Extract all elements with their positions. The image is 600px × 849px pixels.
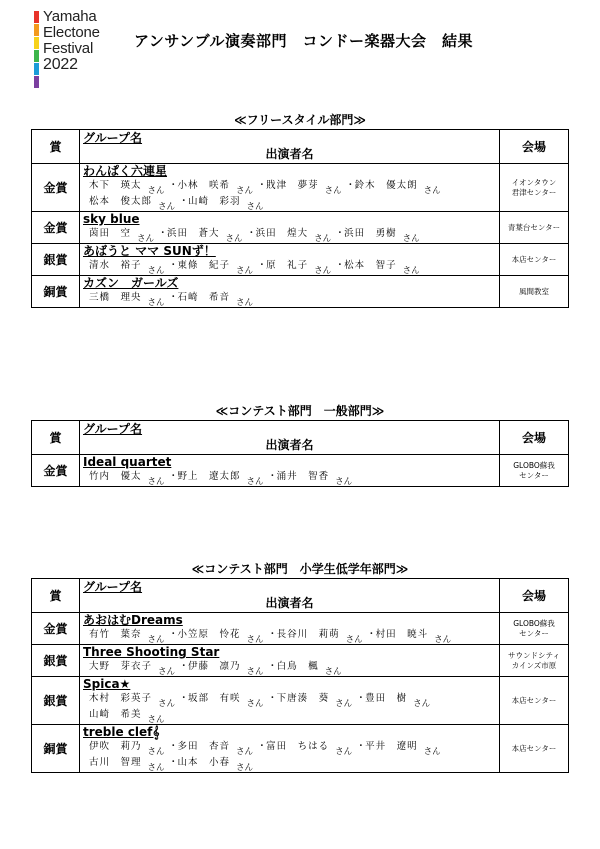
- performer-name: 伊吹 莉乃: [89, 741, 142, 752]
- performer: [276, 692, 357, 709]
- performer-line: [80, 259, 499, 275]
- performer-name: 山本 小春: [177, 757, 231, 768]
- header-group-performers: [80, 130, 500, 164]
- separator: ・: [257, 180, 267, 191]
- performer-name: 大野 芽衣子: [89, 661, 153, 672]
- separator: ・: [246, 228, 257, 239]
- award-cell: 銅賞: [32, 276, 80, 308]
- performer-line: [80, 692, 499, 708]
- section-title: ≪フリースタイル部門≫: [234, 113, 366, 127]
- header-performers: 出演者名: [265, 147, 314, 161]
- header-award: 賞: [32, 130, 80, 164]
- performer: [188, 660, 268, 677]
- separator: ・: [168, 292, 179, 303]
- performer: [276, 628, 367, 645]
- separator: ・: [267, 629, 278, 640]
- group-cell: [80, 455, 500, 487]
- performer: [177, 470, 268, 487]
- performer: [365, 692, 434, 709]
- performer-name: 松本 智子: [344, 260, 397, 271]
- header-performers: 出演者名: [265, 438, 314, 452]
- performer: [276, 470, 357, 487]
- performer-name: 有竹 葉奈: [89, 629, 142, 640]
- performer: [177, 628, 268, 645]
- performer-name: 浜田 蒼大: [167, 228, 220, 239]
- logo-line-1: Yamaha: [43, 8, 97, 25]
- performer: [344, 259, 424, 276]
- award-cell: 金賞: [32, 455, 80, 487]
- group-name: Ideal quartet: [83, 455, 172, 469]
- honorific-san: さん: [335, 477, 353, 487]
- award-cell: 銀賞: [32, 244, 80, 276]
- performer-name: 山崎 彩羽: [188, 196, 241, 207]
- table-row: [32, 677, 569, 725]
- separator: ・: [267, 471, 278, 482]
- honorific-san: さん: [246, 635, 264, 645]
- header-group: グループ名: [83, 580, 143, 594]
- separator: ・: [257, 741, 267, 752]
- separator: ・: [356, 741, 366, 752]
- performer: [276, 660, 346, 677]
- performer-name: 木村 彩英子: [89, 693, 153, 704]
- document-title: アンサンブル演奏部門 コンドー楽器大会 結果: [134, 32, 474, 50]
- group-name: わんぱく六連星: [83, 164, 168, 178]
- header-award: 賞: [32, 579, 80, 613]
- honorific-san: さん: [423, 186, 441, 196]
- honorific-san: さん: [402, 234, 420, 244]
- honorific-san: さん: [147, 266, 165, 276]
- group-name: Three Shooting Star: [83, 645, 220, 659]
- honorific-san: さん: [225, 234, 243, 244]
- results-table: [31, 578, 569, 773]
- performer-name: 東條 紀子: [177, 260, 231, 271]
- table-row: [32, 725, 569, 773]
- group-name: sky blue: [83, 212, 140, 226]
- separator: ・: [168, 757, 179, 768]
- group-cell: [80, 212, 500, 244]
- performer: [89, 470, 169, 487]
- award-cell: 金賞: [32, 164, 80, 212]
- performer-name: 村田 暁斗: [375, 629, 429, 640]
- performer-name: 豊田 樹: [365, 693, 408, 704]
- performer-line: [80, 195, 499, 211]
- performer-name: 山崎 希美: [89, 709, 142, 720]
- honorific-san: さん: [335, 747, 353, 757]
- separator: ・: [179, 693, 189, 704]
- honorific-san: さん: [335, 699, 353, 709]
- separator: ・: [158, 228, 168, 239]
- separator: ・: [257, 260, 267, 271]
- honorific-san: さん: [147, 186, 165, 196]
- performer: [188, 195, 268, 212]
- table-row: [32, 613, 569, 645]
- venue-cell: 本店センター: [500, 244, 569, 276]
- separator: ・: [335, 260, 345, 271]
- section-title: ≪コンテスト部門 一般部門≫: [215, 404, 385, 418]
- performer: [266, 179, 346, 196]
- performer-name: 下唐湊 葵: [276, 693, 330, 704]
- performer-line: [80, 740, 499, 756]
- performer-name: 古川 智理: [89, 757, 142, 768]
- performer: [167, 227, 247, 244]
- award-cell: 金賞: [32, 613, 80, 645]
- performer-line: [80, 628, 499, 644]
- header-group: グループ名: [83, 422, 143, 436]
- performer-name: 小笠原 怜花: [177, 629, 241, 640]
- section-title: ≪コンテスト部門 小学生低学年部門≫: [191, 562, 409, 576]
- performer: [354, 179, 445, 196]
- honorific-san: さん: [236, 186, 254, 196]
- performer: [89, 179, 169, 196]
- performer-name: 三橋 理央: [89, 292, 142, 303]
- performer-name: 長谷川 莉萌: [276, 629, 340, 640]
- logo-color-bars: [34, 11, 39, 89]
- performer-line: [80, 708, 499, 724]
- honorific-san: さん: [434, 635, 452, 645]
- group-name: あばうと ママ SUNず！: [83, 244, 216, 258]
- performer: [365, 740, 445, 757]
- separator: ・: [267, 661, 278, 672]
- performer-name: 平井 遼明: [365, 741, 418, 752]
- separator: ・: [335, 228, 345, 239]
- performer: [375, 628, 456, 645]
- performer-name: 坂部 有咲: [188, 693, 241, 704]
- logo-line-4: 2022: [43, 56, 78, 73]
- performer: [188, 692, 268, 709]
- performer: [89, 259, 169, 276]
- separator: ・: [366, 629, 377, 640]
- performer-line: [80, 660, 499, 676]
- performer-name: 多田 杏音: [177, 741, 231, 752]
- group-cell: [80, 164, 500, 212]
- honorific-san: さん: [147, 298, 165, 308]
- group-cell: [80, 244, 500, 276]
- logo-line-3: Festival: [43, 40, 94, 57]
- performer: [344, 227, 424, 244]
- group-cell: [80, 645, 500, 677]
- performer-name: 小林 咲希: [177, 180, 231, 191]
- performer: [89, 195, 179, 212]
- header-group-performers: [80, 579, 500, 613]
- performer: [177, 740, 258, 757]
- performer-name: 涌井 智香: [276, 471, 330, 482]
- honorific-san: さん: [314, 234, 332, 244]
- performer-line: [80, 470, 499, 486]
- group-name: あおはむDreams: [83, 613, 183, 627]
- header-award: 賞: [32, 421, 80, 455]
- honorific-san: さん: [246, 202, 264, 212]
- performer-name: 鈴木 優太朗: [354, 180, 418, 191]
- separator: ・: [179, 661, 189, 672]
- performer-name: 茵田 空: [89, 228, 132, 239]
- performer-name: 伊藤 凛乃: [188, 661, 241, 672]
- performer-name: 竹内 優太: [89, 471, 142, 482]
- performer-line: [80, 179, 499, 195]
- honorific-san: さん: [236, 266, 254, 276]
- honorific-san: さん: [236, 298, 254, 308]
- honorific-san: さん: [137, 234, 155, 244]
- performer: [89, 660, 179, 677]
- honorific-san: さん: [402, 266, 420, 276]
- honorific-san: さん: [314, 266, 332, 276]
- group-cell: [80, 276, 500, 308]
- table-row: [32, 164, 569, 212]
- performer-name: 清水 裕子: [89, 260, 142, 271]
- group-cell: [80, 725, 500, 773]
- honorific-san: さん: [147, 715, 165, 725]
- performer-name: 木下 瑛太: [89, 180, 142, 191]
- performer: [89, 756, 169, 773]
- separator: ・: [168, 471, 179, 482]
- separator: ・: [168, 629, 179, 640]
- honorific-san: さん: [246, 667, 264, 677]
- table-row: [32, 455, 569, 487]
- performer: [89, 291, 169, 308]
- honorific-san: さん: [246, 477, 264, 487]
- results-table: [31, 420, 569, 487]
- header-group: グループ名: [83, 131, 143, 145]
- header-venue: 会場: [500, 579, 569, 613]
- honorific-san: さん: [158, 699, 176, 709]
- honorific-san: さん: [147, 763, 165, 773]
- separator: ・: [179, 196, 189, 207]
- results-table: [31, 129, 569, 308]
- separator: ・: [356, 693, 366, 704]
- honorific-san: さん: [147, 635, 165, 645]
- group-name: treble clef𝄞: [83, 725, 160, 739]
- performer-line: [80, 291, 499, 307]
- table-row: [32, 212, 569, 244]
- group-cell: [80, 677, 500, 725]
- venue-cell: GLOBO蘇我 センター: [500, 455, 569, 487]
- honorific-san: さん: [158, 202, 176, 212]
- award-cell: 銅賞: [32, 725, 80, 773]
- separator: ・: [267, 693, 278, 704]
- venue-cell: サウンドシティ カインズ市原: [500, 645, 569, 677]
- venue-cell: 本店センター: [500, 677, 569, 725]
- separator: ・: [168, 741, 179, 752]
- header-venue: 会場: [500, 130, 569, 164]
- performer-name: 浜田 勇樹: [344, 228, 397, 239]
- performer: [177, 179, 258, 196]
- performer-name: 原 礼子: [266, 260, 309, 271]
- performer: [89, 227, 158, 244]
- venue-cell: 本店センター: [500, 725, 569, 773]
- header-venue: 会場: [500, 421, 569, 455]
- group-cell: [80, 613, 500, 645]
- performer-name: 野上 遼太郎: [177, 471, 241, 482]
- performer: [266, 740, 356, 757]
- honorific-san: さん: [236, 747, 254, 757]
- performer: [177, 291, 258, 308]
- performer: [89, 628, 169, 645]
- separator: ・: [168, 260, 179, 271]
- table-row: [32, 645, 569, 677]
- honorific-san: さん: [413, 699, 431, 709]
- honorific-san: さん: [423, 747, 441, 757]
- honorific-san: さん: [324, 667, 342, 677]
- honorific-san: さん: [345, 635, 363, 645]
- table-row: [32, 276, 569, 308]
- logo-line-2: Electone: [43, 24, 100, 41]
- performer-name: 浜田 煌大: [255, 228, 309, 239]
- honorific-san: さん: [147, 477, 165, 487]
- group-name: Spica★: [83, 677, 131, 691]
- performer: [89, 708, 169, 725]
- separator: ・: [168, 180, 179, 191]
- performer-name: 戝津 夢芽: [266, 180, 319, 191]
- performer: [255, 227, 336, 244]
- venue-cell: GLOBO蘇我 センター: [500, 613, 569, 645]
- table-row: [32, 244, 569, 276]
- performer-line: [80, 756, 499, 772]
- honorific-san: さん: [236, 763, 254, 773]
- performer-name: 石崎 希音: [177, 292, 231, 303]
- header-group-performers: [80, 421, 500, 455]
- award-cell: 銀賞: [32, 677, 80, 725]
- header-performers: 出演者名: [265, 596, 314, 610]
- performer: [177, 259, 258, 276]
- venue-cell: 風間教室: [500, 276, 569, 308]
- performer-name: 松本 俊太郎: [89, 196, 153, 207]
- award-cell: 金賞: [32, 212, 80, 244]
- venue-cell: 青葉台センター: [500, 212, 569, 244]
- award-cell: 銀賞: [32, 645, 80, 677]
- honorific-san: さん: [158, 667, 176, 677]
- performer-name: 白鳥 楓: [276, 661, 319, 672]
- separator: ・: [345, 180, 356, 191]
- honorific-san: さん: [246, 699, 264, 709]
- honorific-san: さん: [324, 186, 342, 196]
- performer: [177, 756, 258, 773]
- performer: [266, 259, 335, 276]
- performer: [89, 740, 169, 757]
- performer-name: 富田 ちはる: [266, 741, 330, 752]
- performer-line: [80, 227, 499, 243]
- table-header-row: [32, 579, 569, 613]
- table-header-row: [32, 130, 569, 164]
- group-name: カズン ガールズ: [83, 276, 179, 290]
- performer: [89, 692, 179, 709]
- table-header-row: [32, 421, 569, 455]
- venue-cell: イオンタウン 君津センター: [500, 164, 569, 212]
- honorific-san: さん: [147, 747, 165, 757]
